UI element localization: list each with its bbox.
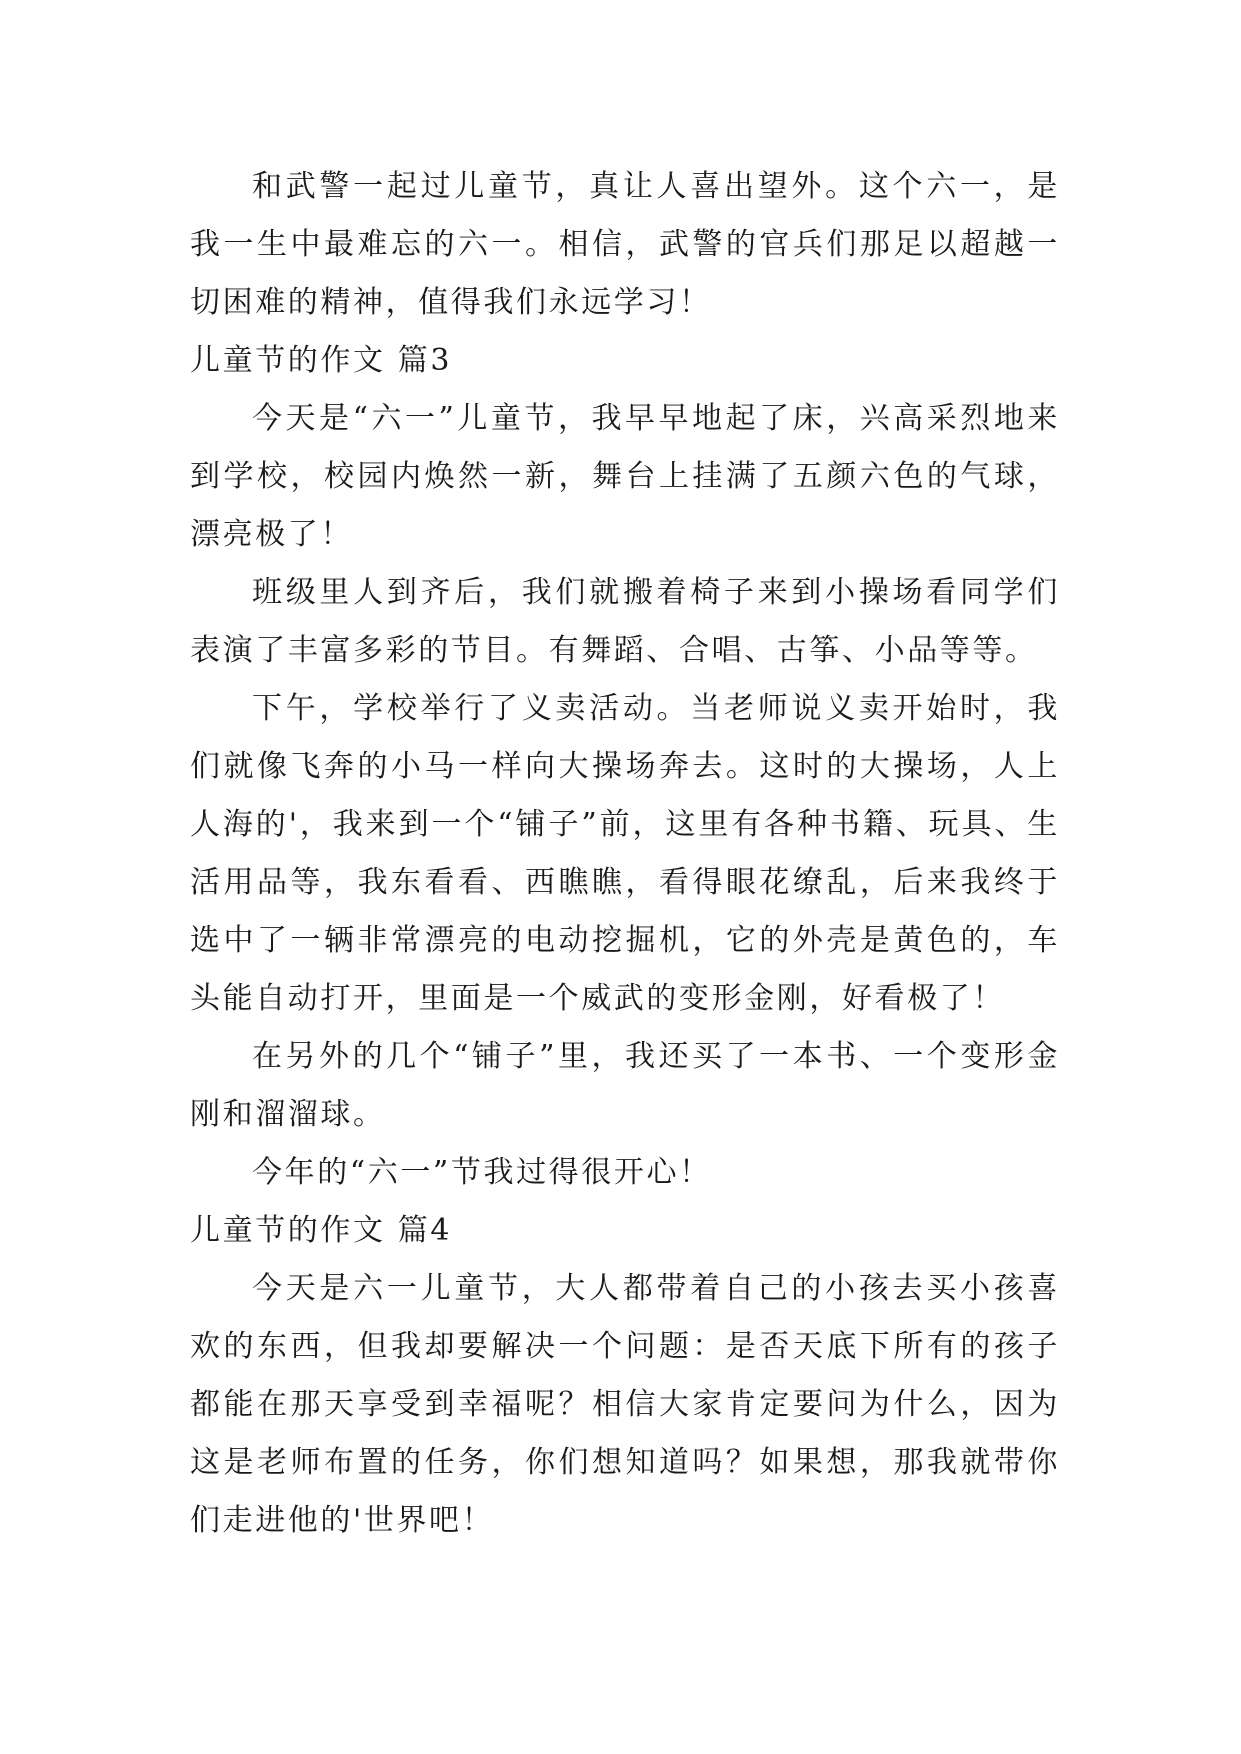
section-heading-4: 儿童节的作文 篇4 <box>190 1213 453 1248</box>
paragraph: 今天是“六一”儿童节，我早早地起了床，兴高采烈地来到学校，校园内焕然一新，舞台上挂满了五颜六色的气球，漂亮极了！ <box>190 401 1060 552</box>
section-heading-3: 儿童节的作文 篇3 <box>190 343 453 378</box>
paragraph: 在另外的几个“铺子”里，我还买了一本书、一个变形金刚和溜溜球。 <box>190 1039 1060 1132</box>
paragraph: 今天是六一儿童节，大人都带着自己的小孩去买小孩喜欢的东西，但我却要解决一个问题：是否天底下所有的孩子都能在那天享受到幸福呢？相信大家肯定要问为什么，因为这是老师布置的任务，你们想知道吗？如果想，那我就带你们走进他的'世界吧！ <box>190 1271 1060 1538</box>
paragraph: 班级里人到齐后，我们就搬着椅子来到小操场看同学们表演了丰富多彩的节目。有舞蹈、合唱、古筝、小品等等。 <box>190 575 1060 668</box>
paragraph: 下午，学校举行了义卖活动。当老师说义卖开始时，我们就像飞奔的小马一样向大操场奔去。这时的大操场，人上人海的'，我来到一个“铺子”前，这里有各种书籍、玩具、生活用品等，我东看看、西瞧瞧，看得眼花缭乱，后来我终于选中了一辆非常漂亮的电动挖掘机，它的外壳是黄色的，车头能自动打开，里面是一个威武的变形金刚，好看极了！ <box>190 691 1060 1016</box>
paragraph: 和武警一起过儿童节，真让人喜出望外。这个六一，是我一生中最难忘的六一。相信，武警的官兵们那足以超越一切困难的精神，值得我们永远学习！ <box>190 169 1060 320</box>
paragraph: 今年的“六一”节我过得很开心！ <box>252 1155 712 1190</box>
document-body <box>190 158 1060 1550</box>
